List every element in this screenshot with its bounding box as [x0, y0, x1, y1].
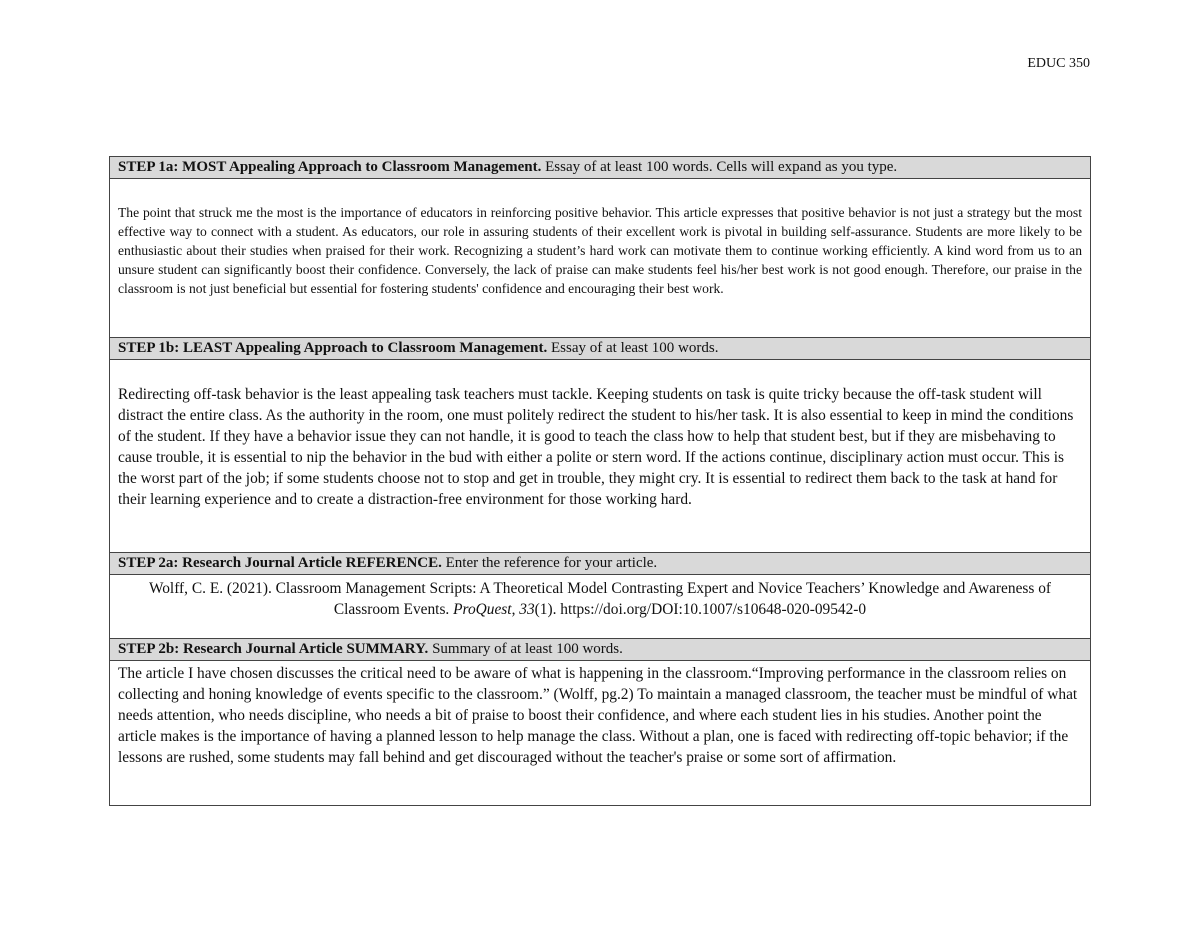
step2a-heading: STEP 2a: Research Journal Article REFERENCE. [118, 555, 442, 571]
reference-journal: ProQuest [453, 601, 512, 618]
step1b-header-row [110, 338, 1091, 360]
step2b-instruction: Summary of at least 100 words. [428, 641, 623, 657]
step2a-response-cell[interactable] [110, 575, 1091, 639]
step1a-header-cell [110, 157, 1091, 179]
step1b-heading: STEP 1b: LEAST Appealing Approach to Classroom Management. [118, 340, 548, 356]
step1a-response-text: The point that struck me the most is the importance of educators in reinforcing positive behavior. This article expresses that positive behavior is not just a strategy but the most effective way to connect with a student. As educators, our role in assuring students of their excellent work is pivotal in building self-assurance. Students are more likely to be enthusiastic about their studies when praised for their work. Recognizing a student’s hard work can motivate them to continue working efficiently. A kind word from us to an unsure student can significantly boost their confidence. Conversely, the lack of praise can make students feel his/her best work is not good enough. Therefore, our praise in the classroom is not just beneficial but essential for fostering students' confidence and encouraging their best work. [118, 205, 1082, 296]
step2a-header-cell [110, 553, 1091, 575]
step2b-response-cell[interactable] [110, 661, 1091, 806]
step2a-instruction: Enter the reference for your article. [441, 555, 658, 571]
reference-volume: 33 [519, 601, 535, 618]
step2b-response-row [110, 661, 1091, 806]
reference-separator: , [511, 601, 520, 618]
step1a-instruction: Essay of at least 100 words. Cells will expand as you type. [541, 159, 898, 175]
step2a-response-row [110, 575, 1091, 639]
step2b-header-row [110, 639, 1091, 661]
step1b-instruction: Essay of at least 100 words. [547, 340, 719, 356]
step1b-response-row [110, 360, 1091, 553]
step1a-header-row [110, 157, 1091, 179]
reference-main: Wolff, C. E. (2021). Classroom Management Scripts: A Theoretical Model Contrasting Expert and Novice Teachers’ Knowledge and Awareness of Classroom Events. [148, 580, 1052, 618]
step2b-heading: STEP 2b: Research Journal Article SUMMARY. [118, 641, 429, 657]
assignment-table [109, 156, 1091, 806]
step2a-header-row [110, 553, 1091, 575]
step1a-heading: STEP 1a: MOST Appealing Approach to Classroom Management. [118, 159, 542, 175]
step2b-header-cell [110, 639, 1091, 661]
course-header: EDUC 350 [1027, 56, 1090, 71]
step1b-header-cell [110, 338, 1091, 360]
reference-tail: (1). https://doi.org/DOI:10.1007/s10648-020-09542-0 [534, 601, 867, 618]
step2b-response-text: The article I have chosen discusses the critical need to be aware of what is happening in the classroom.“Improving performance in the classroom relies on collecting and honing knowledge of events specific to the classroom.” (Wolff, pg.2) To maintain a managed classroom, the teacher must be mindful of what needs attention, who needs discipline, who needs a bit of praise to boost their confidence, and where each student lies in his studies. Another point the article makes is the importance of having a planned lesson to help manage the class. Without a plan, one is faced with redirecting off-topic behavior; if the lessons are rushed, some students may fall behind and get discouraged without the teacher's praise or some sort of affirmation. [118, 665, 1078, 766]
step1b-response-text: Redirecting off-task behavior is the least appealing task teachers must tackle. Keeping students on task is quite tricky because the off-task student will distract the entire class. As the authority in the room, one must politely redirect the student to his/her task. It is also essential to keep in mind the conditions of the student. If they have a behavior issue they can not handle, it is good to teach the class how to help that student best, but if they are misbehaving to cause trouble, it is essential to nip the behavior in the bud with either a polite or stern word. If the actions continue, disciplinary action must occur. This is the worst part of the job; if some students choose not to stop and get in trouble, they might cry. It is essential to redirect them back to the task at hand for their learning experience and to create a distraction-free environment for those working hard. [118, 386, 1074, 508]
step1a-response-row [110, 179, 1091, 338]
step1a-response-cell[interactable] [110, 179, 1091, 338]
step1b-response-cell[interactable] [110, 360, 1091, 553]
